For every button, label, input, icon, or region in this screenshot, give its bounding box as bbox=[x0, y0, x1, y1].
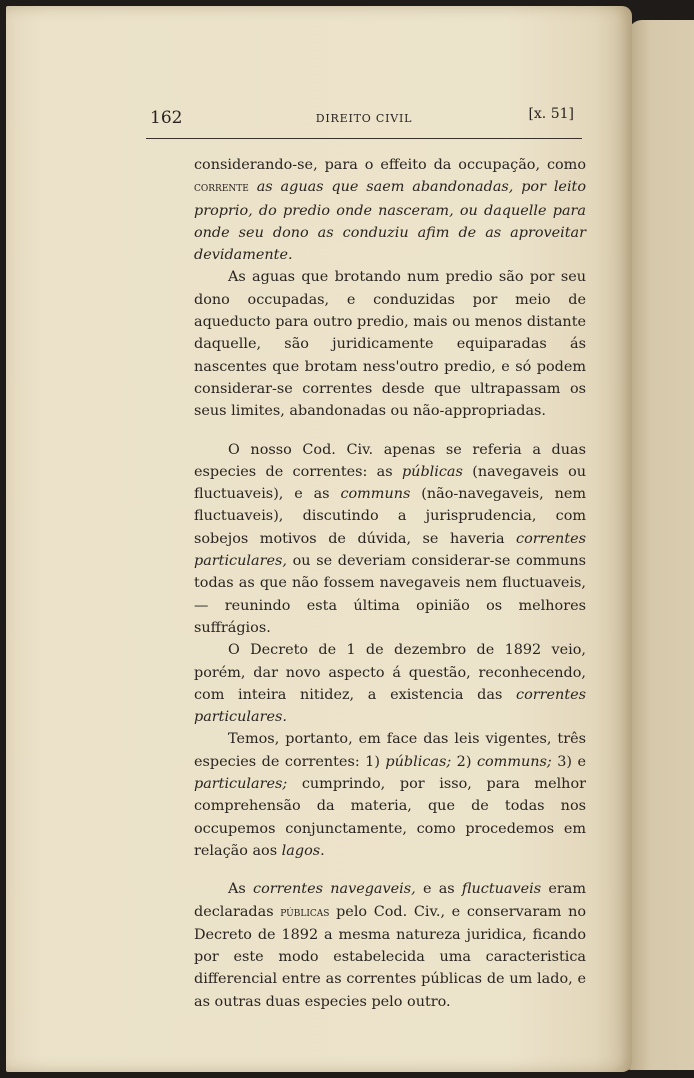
text-run: eram declaradas bbox=[194, 881, 586, 920]
text-run: ou se deveriam considerar-se communs todas as que não fossem navegaveis nem fluctuaveis, — reunindo esta última opinião os melhores suffrágios. bbox=[194, 553, 586, 636]
text-run: correntes navegaveis, bbox=[253, 881, 416, 898]
text-run: cumprindo, por isso, para melhor comprehensão da materia, que de todas nos occupemos conjunctamente, como procedemos em relação aos bbox=[194, 776, 586, 859]
text-run: públicas bbox=[401, 463, 463, 480]
page-number: 162 bbox=[150, 108, 183, 128]
page-body bbox=[194, 154, 586, 1013]
text-run: e as bbox=[415, 881, 462, 898]
running-header bbox=[146, 102, 582, 136]
text-run: 2) bbox=[451, 753, 477, 770]
text-run: (navegaveis ou fluctuaveis), e as bbox=[194, 463, 586, 503]
paragraph-2 bbox=[194, 266, 586, 422]
text-run: As aguas que brotando num predio são por seu dono occupadas, e conduzidas por meio de aqueducto para outro predio, mais ou menos distante daquelle, são juridicamente equiparadas ás nascentes que brotam ness'outro predio, e só podem considerar-se correntes desde que ultrapassam os seus limites, abandonadas ou não-appropriadas. bbox=[194, 269, 586, 420]
text-run: públicas bbox=[280, 904, 330, 920]
text-run: pelo Cod. Civ., e conservaram no Decreto de 1892 a mesma natureza juridica, ficando por este modo estabelecida uma caracteristica differencial entre as correntes públicas de um lado, e as outras duas especies pelo outro. bbox=[194, 903, 587, 1010]
paragraph-4 bbox=[194, 639, 586, 728]
paragraph-1 bbox=[194, 154, 586, 266]
header-rule bbox=[146, 138, 582, 139]
paragraph-3 bbox=[194, 439, 586, 640]
running-title: DIREITO CIVIL bbox=[315, 112, 413, 125]
text-run: 3) e bbox=[551, 753, 587, 770]
text-run: correntes particulares. bbox=[194, 686, 586, 726]
text-run: fluctuaveis bbox=[461, 881, 542, 898]
text-run: considerando-se, para o effeito da occupação, como bbox=[194, 157, 586, 173]
facing-page-edge bbox=[628, 20, 694, 1070]
text-run: Temos, portanto, em face das leis vigentes, três especies de correntes: 1) bbox=[194, 731, 586, 770]
text-run: (não-navegaveis, nem fluctuaveis), discutindo a jurisprudencia, com sobejos motivos de dúvida, se haveria bbox=[194, 486, 586, 547]
paragraph-6 bbox=[194, 878, 586, 1013]
text-run: O nosso Cod. Civ. apenas se referia a duas especies de correntes: as bbox=[194, 441, 586, 480]
text-run: As bbox=[228, 881, 254, 898]
text-run: communs bbox=[340, 486, 411, 503]
text-run: corrente bbox=[194, 180, 249, 196]
text-run: communs; bbox=[476, 753, 552, 770]
paragraph-5 bbox=[194, 728, 586, 862]
text-run: O Decreto de 1 de dezembro de 1892 veio, porém, dar novo aspecto á questão, reconhecendo, com inteira nitidez, a existencia das bbox=[194, 642, 586, 703]
text-run: públicas; bbox=[385, 753, 452, 770]
text-run: as aguas que saem abandonadas, por leito proprio, do predio onde nasceram, ou daquelle para onde seu dono as conduziu afim de as aproveitar devidamente. bbox=[194, 179, 586, 264]
text-run: correntes particulares, bbox=[194, 530, 586, 570]
text-run: particulares; bbox=[194, 776, 288, 793]
text-run: lagos. bbox=[281, 842, 325, 859]
section-reference: [x. 51] bbox=[528, 106, 574, 122]
